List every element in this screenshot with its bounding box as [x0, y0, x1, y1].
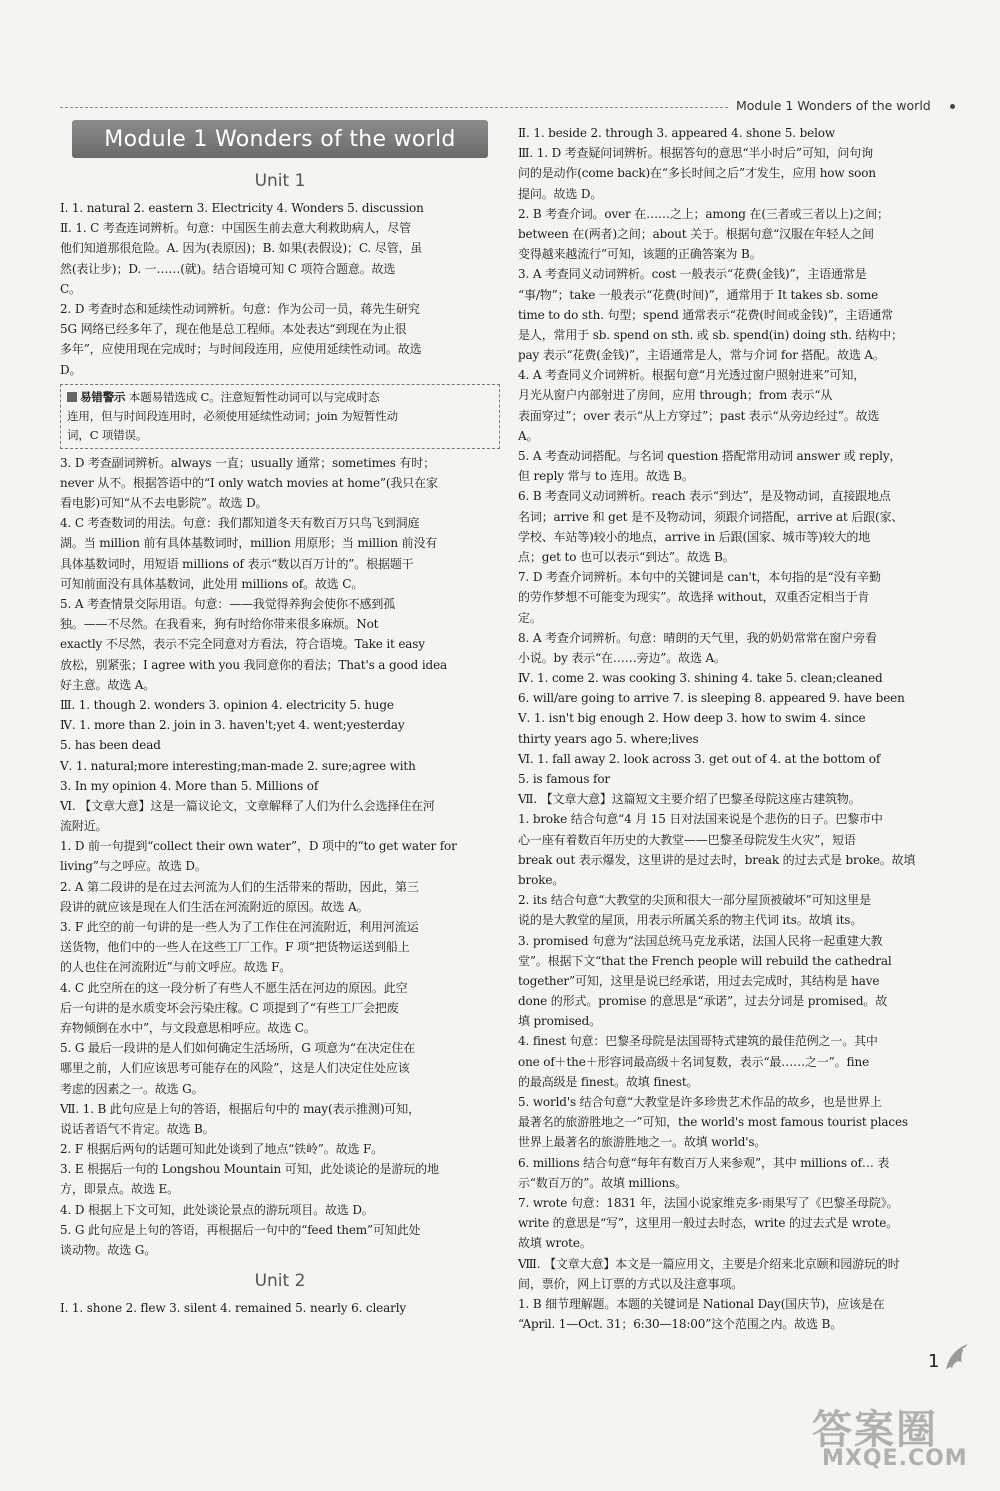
answer-line: 8. A 考查介词辨析。句意：晴朗的天气里，我的奶奶常常在窗户旁看: [518, 630, 877, 645]
answer-line: 6. millions 结合句意“每年有数百万人来参观”，其中 millions of… 表: [518, 1155, 890, 1170]
answer-line: thirty years ago 5. where;lives: [518, 731, 699, 746]
answer-line: Ⅱ. 1. C 考查连词辨析。句意：中国医生前去意大利救助病人，尽管: [60, 221, 411, 236]
answer-line: 3. D 考查副词辨析。always 一直；usually 通常；sometimes 有时；: [60, 455, 435, 470]
answer-line: 5. is famous for: [518, 772, 610, 786]
answer-line: 1. broke 结合句意“4 月 15 日对法国来说是个悲伤的日子。巴黎市中: [518, 812, 883, 827]
answer-line: 2. A 第二段讲的是在过去河流为人们的生活带来的帮助，因此，第三: [60, 879, 419, 894]
answer-line: 1. B 细节理解题。本题的关键词是 National Day(国庆节)，应该是在: [518, 1296, 885, 1311]
answer-line: 流附近。: [60, 819, 108, 834]
answer-line: 定。: [518, 610, 542, 625]
answer-line: together”可知，这里是说已经承诺，用过去完成时，其结构是 have: [518, 973, 880, 988]
left-column: [60, 168, 500, 1318]
answer-line: 表面穿过”；over 表示“从上方穿过”；past 表示“从旁边经过”。故选: [518, 408, 880, 423]
answer-line: 方，即景点。故选 E。: [60, 1182, 179, 1197]
answer-line: 堂”。根据下文“that the French people will rebuild the cathedral: [518, 953, 892, 968]
answer-line: 填 promised。: [518, 1014, 601, 1029]
answer-line: Ⅲ. 1. D 考查疑问词辨析。根据答句的意思“半小时后”可知，问句询: [518, 146, 873, 161]
answer-line: 2. B 考查介词。over 在……之上；among 在(三者或三者以上)之间；: [518, 206, 889, 221]
module-banner: Module 1 Wonders of the world: [72, 120, 488, 158]
answer-line: 多年”，应使用现在完成时；与时间段连用，应使用延续性动词。故选: [60, 342, 422, 357]
answer-line: 世界上最著名的旅游胜地之一。故填 world's。: [518, 1135, 767, 1150]
answer-line: write 的意思是“写”，这里用一般过去时态，write 的过去式是 wrote。: [518, 1216, 899, 1231]
answer-line: “April. 1—Oct. 31；6:30—18:00”这个范围之内。故选 B。: [518, 1317, 843, 1332]
answer-line: 5G 网络已经多年了，现在他是总工程师。本处表达“到现在为止很: [60, 322, 407, 337]
answer-line: 4. finest 句意：巴黎圣母院是法国哥特式建筑的最佳范例之一。其中: [518, 1034, 878, 1049]
answer-line: 湖。当 million 前有具体基数词时，million 用原形；当 million 前没有: [60, 536, 438, 551]
answer-line: 放松，别紧张；I agree with you 我同意你的看法；That's a good idea: [60, 657, 448, 672]
header-bullet: [950, 104, 955, 109]
answer-line: 具体基数词时，用短语 millions of 表示“数以百万计的”。根据题干: [60, 556, 414, 571]
answer-line: 示“数百万的”。故填 millions。: [518, 1175, 687, 1190]
watermark-url: MXQE.COM: [822, 1446, 968, 1471]
warning-text: 词，C 项错误。: [67, 427, 148, 442]
answer-line: 名词；arrive 和 get 是不及物动词，须跟介词搭配，arrive at 后跟(家、: [518, 509, 904, 524]
answer-line: 5. G 最后一段讲的是人们如何确定生活场所，G 项意为“在决定住在: [60, 1041, 416, 1056]
answer-line: 学校、车站等)较小的地点，arrive in 后跟(国家、城市等)较大的地: [518, 529, 871, 544]
answer-line: 的劳作梦想不可能变为现实”。故选择 without，双重否定相当于肯: [518, 590, 870, 605]
running-header: Module 1 Wonders of the world: [736, 98, 931, 113]
answer-line: A。: [518, 428, 539, 443]
answer-line: D。: [60, 362, 82, 377]
answer-line: 变得越来越流行”可知，该题的正确答案为 B。: [518, 247, 762, 262]
answer-line: Ⅵ. 【文章大意】这是一篇议论文，文章解释了人们为什么会选择住在河: [60, 798, 435, 813]
header-divider: [60, 107, 728, 108]
right-answers: [518, 123, 954, 1334]
answer-line: pay 表示“花费(金钱)”，主语通常是人，常与介词 for 搭配。故选 A。: [518, 348, 885, 363]
answer-line: 心一座有着数百年历史的大教堂——巴黎圣母院发生火灾”，短语: [518, 832, 856, 847]
answer-line: Ⅰ. 1. shone 2. flew 3. silent 4. remained 5. nearly 6. clearly: [60, 1301, 407, 1316]
answer-line: 3. In my opinion 4. More than 5. Millions of: [60, 778, 319, 793]
answer-line: 说的是大教堂的屋顶，用表示所属关系的物主代词 its。故填 its。: [518, 913, 863, 928]
answer-line: broke。: [518, 872, 565, 887]
unit-1-title: Unit 1: [254, 171, 306, 191]
answer-line: time to do sth. 句型；spend 通常表示“花费(时间或金钱)”，主语通常: [518, 307, 893, 322]
answer-line: never 从不。根据答语中的“I only watch movies at home”(我只在家: [60, 475, 438, 490]
answer-line: 1. D 前一句提到“collect their own water”，D 项中的“to get water for: [60, 839, 457, 854]
answer-line: 点；get to 也可以表示“到达”。故选 B。: [518, 549, 735, 564]
answer-line: Ⅳ. 1. come 2. was cooking 3. shining 4. take 5. clean;cleaned: [518, 671, 883, 686]
left-answers-b: [60, 453, 500, 1261]
warning-label: 易错警示: [80, 389, 126, 404]
answer-line: Ⅵ. 1. fall away 2. look across 3. get out of 4. at the bottom of: [518, 751, 881, 766]
answer-line: 6. will/are going to arrive 7. is sleeping 8. appeared 9. have been: [518, 691, 905, 706]
answer-line: 独。——不尽然。在我看来，狗有时给你带来很多麻烦。Not: [60, 617, 379, 632]
answer-line: 5. A 考查情景交际用语。句意：——我觉得养狗会使你不感到孤: [60, 597, 396, 611]
answer-line: 小说。by 表示“在……旁边”。故选 A。: [518, 650, 726, 665]
answer-line: 间，票价，网上订票的方式以及注意事项。: [518, 1276, 744, 1291]
answer-line: 4. C 此空所在的这一段分析了有些人不愿生活在河边的原因。此空: [60, 980, 408, 995]
answer-line: 好主意。故选 A。: [60, 677, 156, 692]
answer-line: 然(表让步)；D. 一……(就)。结合语境可知 C 项符合题意。故选: [60, 261, 396, 276]
answer-line: Ⅷ. 【文章大意】本文是一篇应用文，主要是介绍来北京颐和园游玩的时: [518, 1256, 900, 1271]
warning-text: 本题易错选成 C。注意短暂性动词可以与完成时态: [128, 389, 380, 404]
answer-line: one of＋the＋形容词最高级＋名词复数，表示“最……之一”。fine: [518, 1054, 870, 1069]
answer-line: 说话者语气不肯定。故选 B。: [60, 1121, 215, 1136]
answer-line: living”与之呼应。故选 D。: [60, 859, 207, 874]
answer-line: 2. F 根据后两句的话题可知此处谈到了地点“铁岭”。故选 F。: [60, 1142, 384, 1157]
answer-line: 弃物倾倒在水中”，与文段意思相呼应。故选 C。: [60, 1020, 316, 1035]
answer-line: 3. A 考查同义动词辨析。cost 一般表示“花费(金钱)”，主语通常是: [518, 267, 867, 282]
warning-icon: [67, 392, 77, 402]
answer-line: 4. C 考查数词的用法。句意：我们都知道冬天有数百万只鸟飞到洞庭: [60, 516, 420, 531]
answer-line: exactly 不尽然，表示不完全同意对方看法，符合语境。Take it easy: [60, 637, 425, 652]
answer-line: 故填 wrote。: [518, 1236, 592, 1251]
answer-line: 后一句讲的是水质变坏会污染庄稼。C 项提到了“有些工厂会把废: [60, 1000, 399, 1015]
answer-line: 的最高级是 finest。故填 finest。: [518, 1074, 699, 1089]
answer-line: 2. its 结合句意“大教堂的尖顶和很大一部分屋顶被破坏”可知这里是: [518, 893, 871, 908]
answer-line: Ⅳ. 1. more than 2. join in 3. haven't;yet 4. went;yesterday: [60, 718, 405, 733]
answer-line: 考虑的因素之一。故选 G。: [60, 1081, 204, 1096]
answer-line: 5. A 考查动词搭配。与名词 question 搭配常用动词 answer 或 reply，: [518, 449, 902, 463]
answer-line: Ⅴ. 1. natural;more interesting;man-made 2. sure;agree with: [60, 758, 416, 773]
dolphin-logo-icon: [942, 1340, 972, 1380]
answer-line: 最著名的旅游胜地之一”可知，the world's most famous tourist places: [518, 1115, 908, 1130]
answer-line: 提问。故选 D。: [518, 186, 603, 201]
answer-line: 7. wrote 句意：1831 年，法国小说家维克多·雨果写了《巴黎圣母院》。: [518, 1195, 899, 1210]
answer-line: Ⅴ. 1. isn't big enough 2. How deep 3. how to swim 4. since: [518, 711, 866, 726]
answer-line: 是人，常用于 sb. spend on sth. 或 sb. spend(in) doing sth. 结构中；: [518, 327, 903, 342]
answer-line: 但 reply 常与 to 连用。故选 B。: [518, 469, 694, 484]
answer-line: 段讲的就应该是现在人们生活在河流附近的原因。故选 A。: [60, 899, 369, 914]
answer-line: 5. G 此句应是上句的答语，再根据后一句中的“feed them”可知此处: [60, 1222, 421, 1237]
answer-line: 哪里之前，人们应该思考可能存在的风险”，这是人们决定住处应该: [60, 1061, 410, 1076]
answer-line: 他们知道那很危险。A. 因为(表原因)；B. 如果(表假设)；C. 尽管，虽: [60, 241, 423, 256]
answer-line: 看电影)可知“从不去电影院”。故选 D。: [60, 496, 268, 511]
answer-line: 4. A 考查同义介词辨析。根据句意“月光透过窗户照射进来”可知，: [518, 368, 866, 383]
answer-line: Ⅱ. 1. beside 2. through 3. appeared 4. shone 5. below: [518, 126, 835, 140]
answer-line: “事/物”；take 一般表示“花费(时间)”，通常用于 It takes sb. some: [518, 287, 879, 302]
answer-line: 2. D 考查时态和延续性动词辨析。句意：作为公司一员，蒋先生研究: [60, 301, 420, 316]
unit-2-title: Unit 2: [254, 1271, 306, 1292]
answer-line: 3. promised 句意为“法国总统马克龙承诺，法国人民将一起重建大教: [518, 933, 883, 948]
answer-line: done 的形式。promise 的意思是“承诺”，过去分词是 promised。故: [518, 994, 888, 1009]
right-column: [518, 123, 954, 1334]
left-answers-c: [60, 1298, 500, 1318]
left-answers-a: [60, 198, 500, 380]
answer-line: 送货物，他们中的一些人在这些工厂工作。F 项“把货物运送到船上: [60, 940, 410, 955]
answer-line: 7. D 考查介词辨析。本句中的关键词是 can't，本句指的是“没有辛勤: [518, 570, 881, 585]
answer-line: 月光从窗户内部射进了房间，应用 through；from 表示“从: [518, 388, 833, 403]
answer-line: 谈动物。故选 G。: [60, 1243, 157, 1257]
answer-line: 5. has been dead: [60, 738, 161, 753]
answer-line: 问的是动作(come back)在“多长时间之后”才发生，应用 how soon: [518, 166, 876, 181]
answer-line: 3. E 根据后一句的 Longshou Mountain 可知，此处谈论的是游玩的地: [60, 1162, 439, 1177]
answer-line: 4. D 根据上下文可知，此处谈论景点的游玩项目。故选 D。: [60, 1202, 374, 1217]
answer-line: Ⅶ. 【文章大意】这篇短文主要介绍了巴黎圣母院这座古建筑物。: [518, 792, 861, 807]
answer-line: break out 表示爆发，这里讲的是过去时，break 的过去式是 broke。故填: [518, 852, 916, 867]
error-warning-box: [60, 384, 500, 449]
answer-line: 可知前面没有具体基数词，此处用 millions of。故选 C。: [60, 576, 364, 591]
answer-line: 的人也住在河流附近”与前文呼应。故选 F。: [60, 960, 292, 975]
answer-line: 5. world's 结合句意“大教堂是许多珍贵艺术作品的故乡，也是世界上: [518, 1095, 882, 1109]
warning-text: 连用，但与时间段连用时，必须使用延续性动词；join 为短暂性动: [67, 408, 398, 423]
answer-line: Ⅰ. 1. natural 2. eastern 3. Electricity 4. Wonders 5. discussion: [60, 201, 424, 215]
page-number: 1: [928, 1351, 940, 1372]
watermark-logo: 答案圈: [812, 1407, 938, 1453]
answer-line: C。: [60, 281, 81, 296]
answer-line: Ⅶ. 1. B 此句应是上句的答语，根据后句中的 may(表示推测)可知，: [60, 1101, 420, 1116]
answer-line: 3. F 此空的前一句讲的是一些人为了工作住在河流附近，利用河流运: [60, 920, 419, 934]
answer-line: Ⅲ. 1. though 2. wonders 3. opinion 4. electricity 5. huge: [60, 697, 394, 712]
answer-line: 6. B 考查同义动词辨析。reach 表示“到达”，是及物动词，直接跟地点: [518, 489, 891, 504]
answer-line: between 在(两者)之间；about 关于。根据句意“汉服在年轻人之间: [518, 226, 874, 241]
